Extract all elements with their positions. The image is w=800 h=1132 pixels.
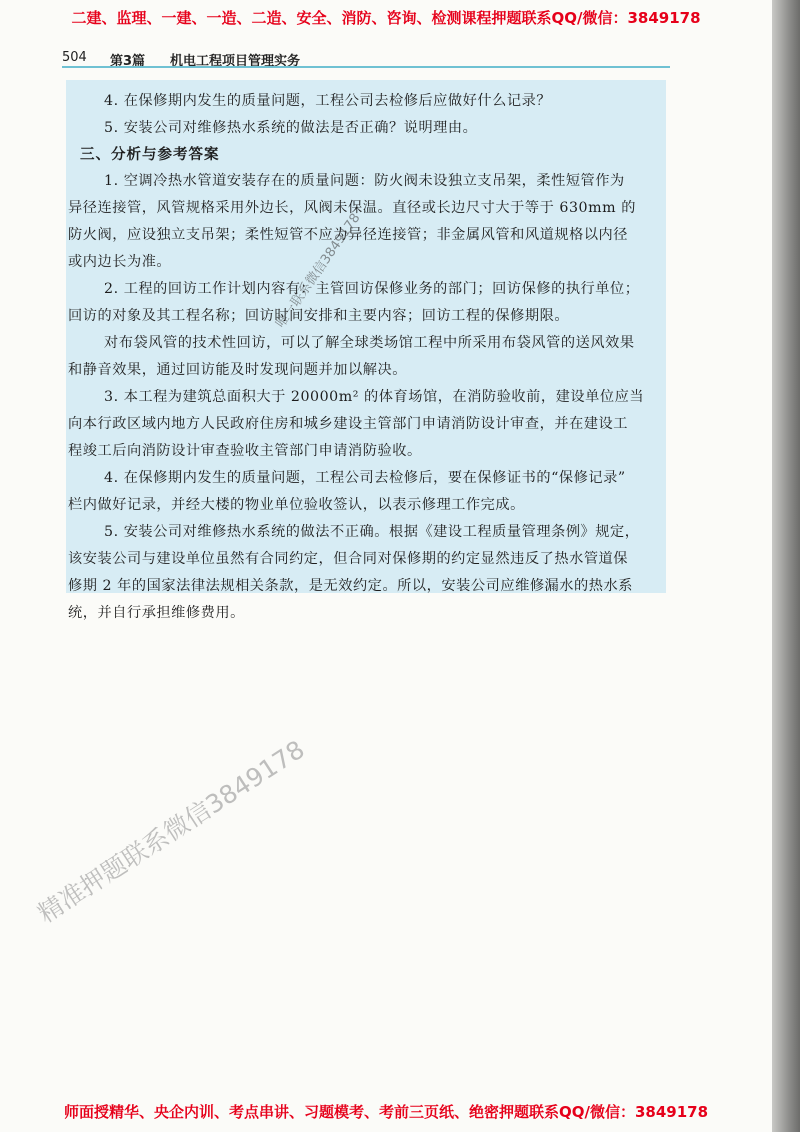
answer-line: 异径连接管，风管规格采用外边长，风阀未保温。直径或长边尺寸大于等于 630mm 的 xyxy=(68,200,636,216)
top-banner: 二建、监理、一建、一造、二造、安全、消防、咨询、检测课程押题联系QQ/微信：3849178 xyxy=(71,9,701,27)
bottom-banner: 师面授精华、央企内训、考点串讲、习题模考、考前三页纸、绝密押题联系QQ/微信：3849178 xyxy=(63,1103,709,1121)
answer-line: 2. 工程的回访工作计划内容有：主管回访保修业务的部门；回访保修的执行单位； xyxy=(104,281,640,297)
answer-line: 5. 安装公司对维修热水系统的做法不正确。根据《建设工程质量管理条例》规定， xyxy=(104,524,640,540)
page-number: 504 xyxy=(62,50,87,65)
book-title: 机电工程项目管理实务 xyxy=(170,54,301,69)
answer-line: 和静音效果，通过回访能及时发现问题并加以解决。 xyxy=(68,362,407,378)
book-spine-edge xyxy=(772,0,800,1132)
question-4: 4. 在保修期内发生的质量问题，工程公司去检修后应做好什么记录？ xyxy=(104,93,552,109)
question-5: 5. 安装公司对维修热水系统的做法是否正确？说明理由。 xyxy=(104,120,478,136)
part-label: 第3篇 xyxy=(110,54,146,69)
watermark-small: 唯一联系微信3849178 xyxy=(273,210,364,331)
answer-line: 该安装公司与建设单位虽然有合同约定，但合同对保修期的约定显然违反了热水管道保 xyxy=(68,551,629,567)
answer-box xyxy=(66,80,666,621)
answer-line: 3. 本工程为建筑总面积大于 20000m² 的体育场馆，在消防验收前，建设单位应当 xyxy=(104,389,645,405)
running-head xyxy=(62,48,668,68)
watermark-big: 精准押题联系微信3849178 xyxy=(32,734,310,929)
section-heading: 三、分析与参考答案 xyxy=(80,147,220,163)
answer-line: 向本行政区域内地方人民政府住房和城乡建设主管部门申请消防设计审查，并在建设工 xyxy=(68,416,629,432)
answer-line: 对布袋风管的技术性回访，可以了解全球类场馆工程中所采用布袋风管的送风效果 xyxy=(104,335,635,351)
answer-line: 或内边长为准。 xyxy=(68,254,172,270)
answer-line: 统，并自行承担维修费用。 xyxy=(68,605,245,621)
answer-line: 修期 2 年的国家法律法规相关条款，是无效约定。所以，安装公司应维修漏水的热水系 xyxy=(68,578,633,594)
answer-line: 回访的对象及其工程名称；回访时间安排和主要内容；回访工程的保修期限。 xyxy=(68,308,570,324)
header-rule xyxy=(62,66,670,68)
answer-line: 防火阀，应设独立支吊架；柔性短管不应为异径连接管；非金属风管和风道规格以内径 xyxy=(68,227,629,243)
answer-line: 程竣工后向消防设计审查验收主管部门申请消防验收。 xyxy=(68,443,422,459)
answer-line: 栏内做好记录，并经大楼的物业单位验收签认，以表示修理工作完成。 xyxy=(68,497,525,513)
answer-line: 1. 空调冷热水管道安装存在的质量问题：防火阀未设独立支吊架，柔性短管作为 xyxy=(104,173,625,189)
answer-line: 4. 在保修期内发生的质量问题，工程公司去检修后，要在保修证书的“保修记录” xyxy=(104,470,626,486)
